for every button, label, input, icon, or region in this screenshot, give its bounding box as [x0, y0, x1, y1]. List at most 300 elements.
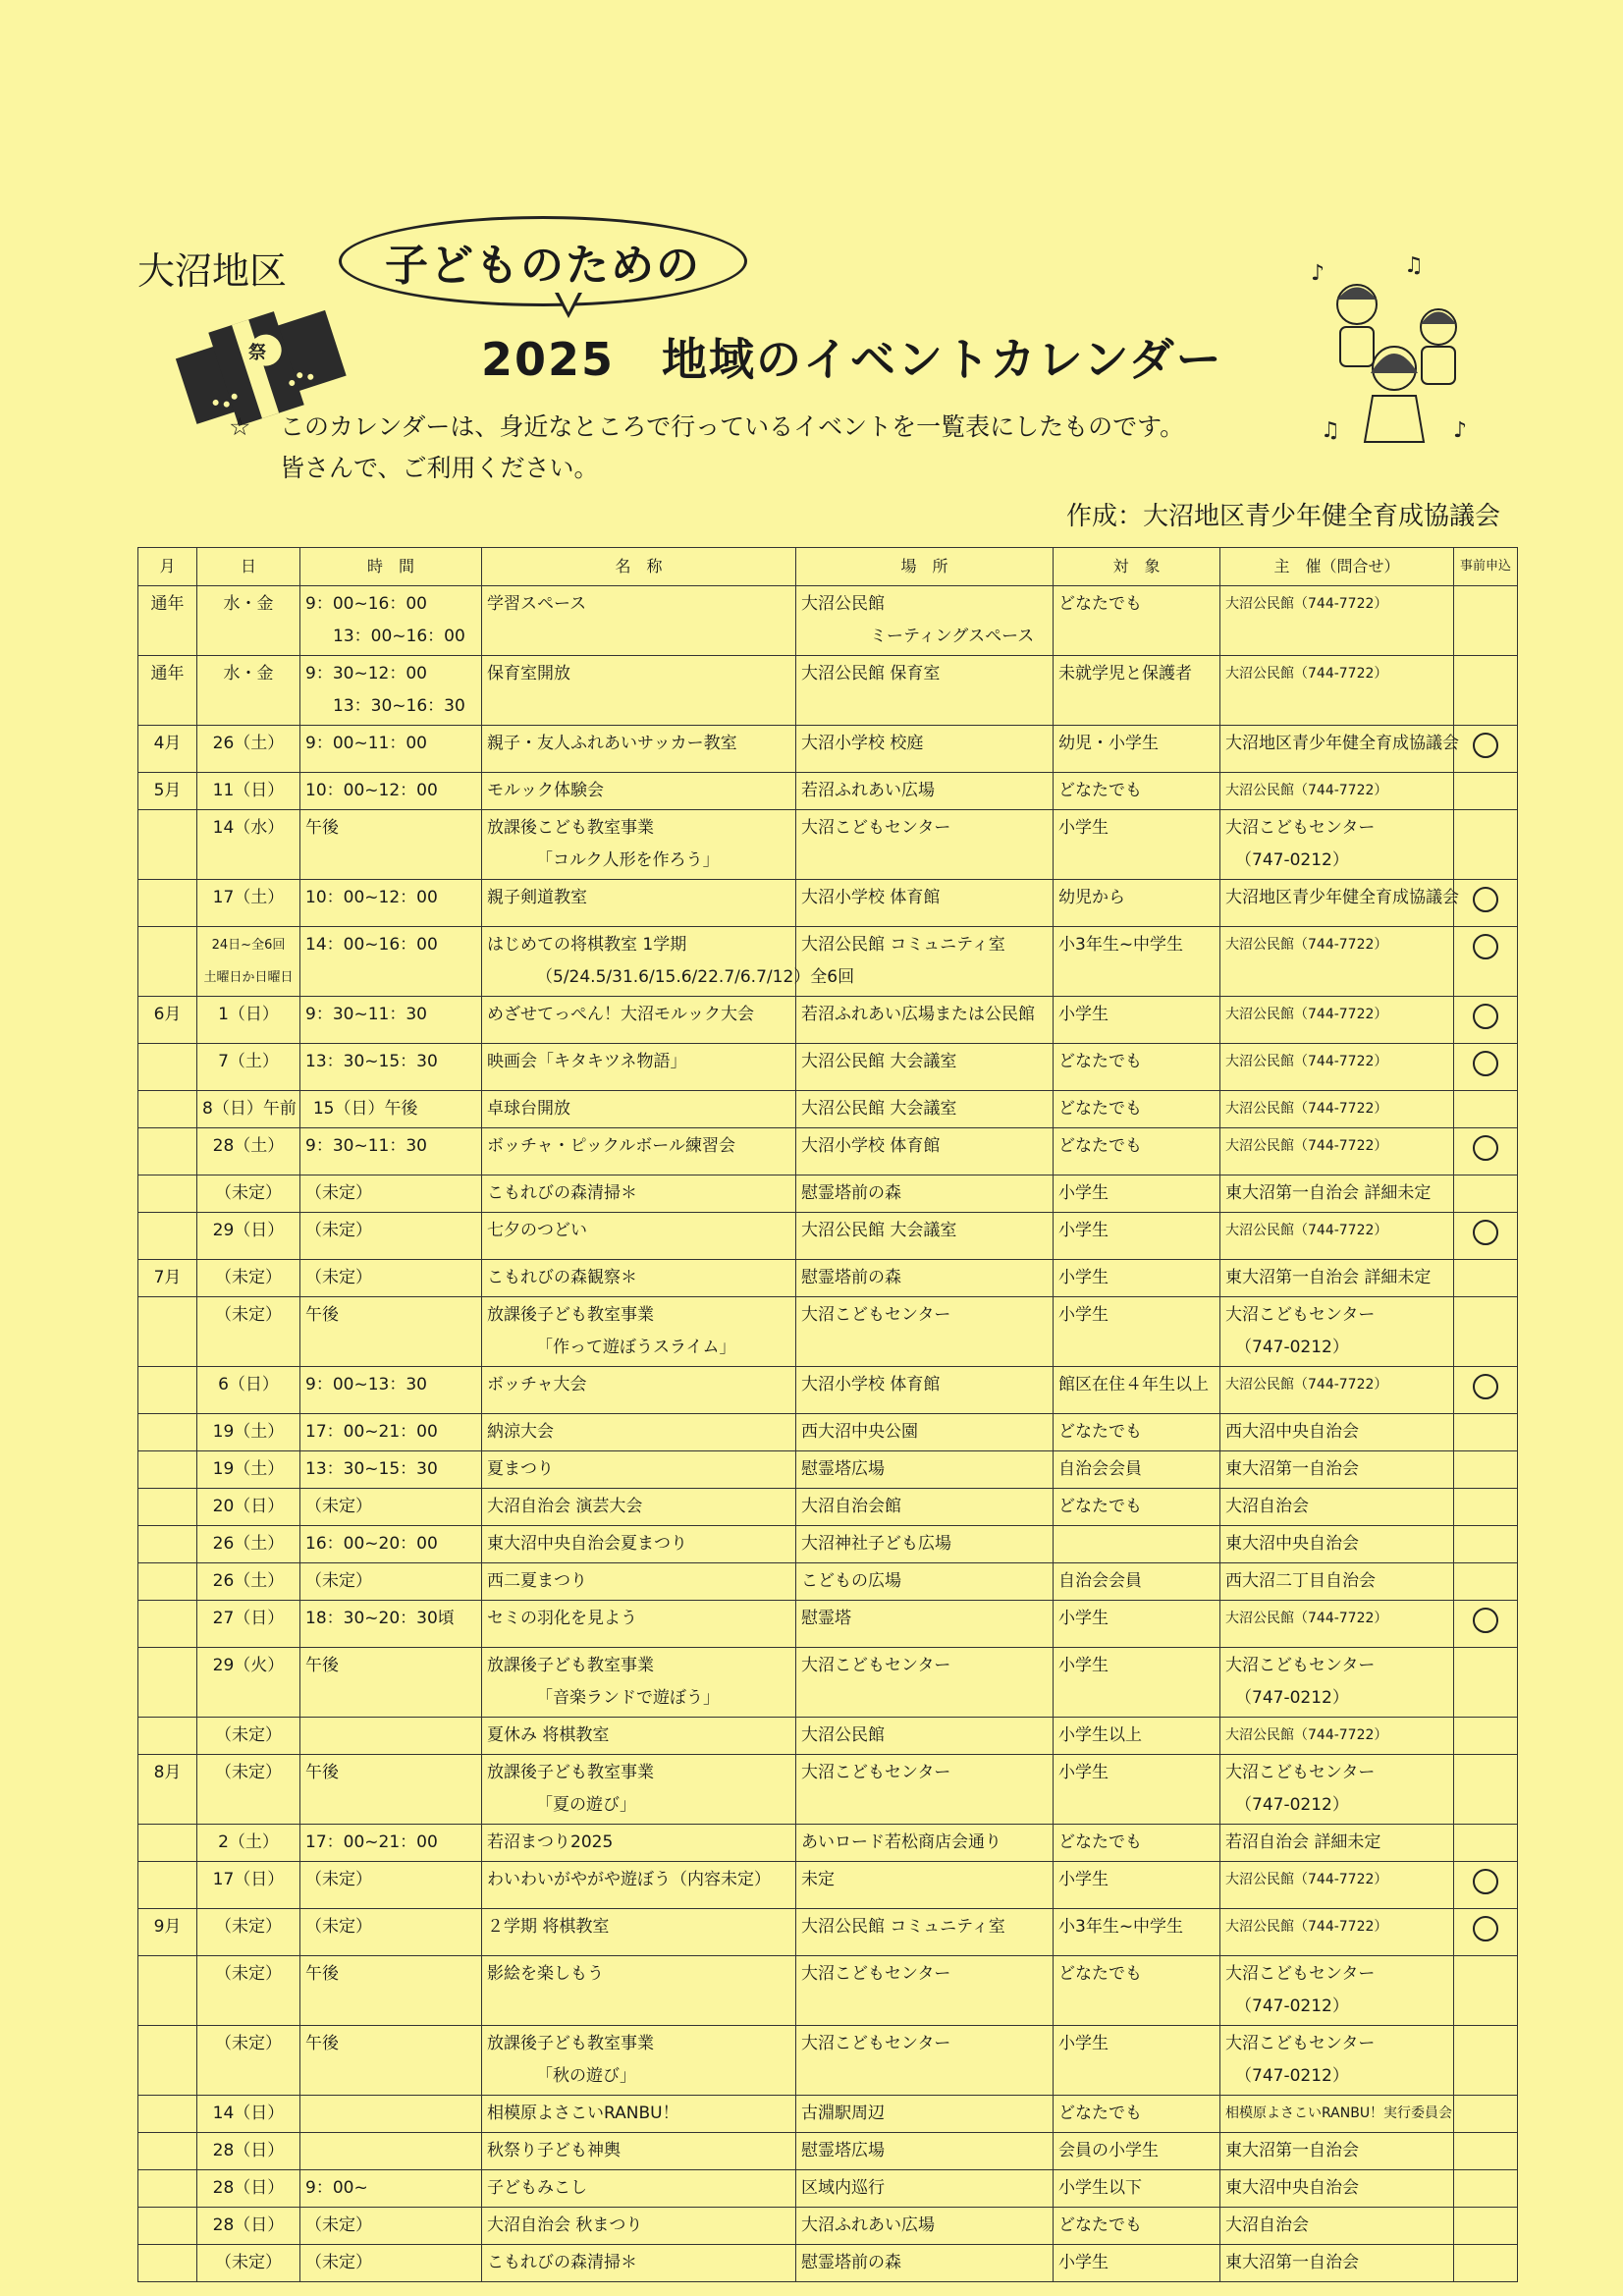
- cell-apply: [1454, 1414, 1518, 1451]
- cell-month: [138, 2133, 197, 2170]
- table-row: [138, 2096, 1518, 2133]
- cell-time: 午後: [300, 1648, 482, 1718]
- circle-mark-icon: [1473, 1916, 1498, 1941]
- cell-time: 10：00~12：00: [300, 880, 482, 927]
- table-row: [138, 1260, 1518, 1297]
- cell-month: [138, 1862, 197, 1909]
- cell-month: [138, 2026, 197, 2096]
- cell-apply: [1454, 1260, 1518, 1297]
- table-row: [138, 586, 1518, 656]
- cell-month: [138, 1044, 197, 1091]
- cell-month: 9月: [138, 1909, 197, 1956]
- cell-apply: [1454, 2026, 1518, 2096]
- cell-time: 18：30~20：30頃: [300, 1601, 482, 1648]
- table-row: [138, 1909, 1518, 1956]
- cell-apply: [1454, 2208, 1518, 2245]
- cell-day: 2（土）: [197, 1825, 300, 1862]
- cell-apply: [1454, 1956, 1518, 2026]
- cell-name: 秋祭り子ども神輿: [482, 2133, 796, 2170]
- cell-place: 大沼公民館 大会議室: [796, 1044, 1054, 1091]
- cell-month: [138, 1175, 197, 1213]
- header-place: 場 所: [796, 548, 1054, 586]
- cell-target: 小3年生~中学生: [1054, 927, 1220, 997]
- cell-name: はじめての将棋教室 1学期 （5/24.5/31.6/15.6/22.7/6.7/12）全6回: [482, 927, 796, 997]
- cell-host: 西大沼中央自治会: [1220, 1414, 1454, 1451]
- table-row: [138, 1451, 1518, 1489]
- cell-host: 大沼地区青少年健全育成協議会: [1220, 726, 1454, 773]
- cell-apply: [1454, 773, 1518, 810]
- header-host: 主 催（問合せ）: [1220, 548, 1454, 586]
- cell-name: 影絵を楽しもう: [482, 1956, 796, 2026]
- cell-time: 午後: [300, 1956, 482, 2026]
- cell-month: [138, 1213, 197, 1260]
- table-row: [138, 2245, 1518, 2282]
- cell-apply: [1454, 1648, 1518, 1718]
- star-icon: ☆: [229, 412, 251, 441]
- table-row: [138, 726, 1518, 773]
- cell-month: [138, 1601, 197, 1648]
- cell-time: 14：00~16：00: [300, 927, 482, 997]
- table-row: [138, 1297, 1518, 1367]
- cell-target: どなたでも: [1054, 1414, 1220, 1451]
- cell-month: 8月: [138, 1755, 197, 1825]
- cell-apply: [1454, 880, 1518, 927]
- cell-target: [1054, 1526, 1220, 1563]
- cell-apply: [1454, 1175, 1518, 1213]
- cell-target: 小学生: [1054, 2026, 1220, 2096]
- cell-target: どなたでも: [1054, 1489, 1220, 1526]
- cell-target: どなたでも: [1054, 586, 1220, 656]
- cell-place: 大沼公民館: [796, 1718, 1054, 1755]
- cell-apply: [1454, 927, 1518, 997]
- svg-text:♫: ♫: [1321, 418, 1340, 443]
- cell-time: 午後: [300, 2026, 482, 2096]
- cell-target: 未就学児と保護者: [1054, 656, 1220, 726]
- cell-apply: [1454, 1489, 1518, 1526]
- table-row: [138, 810, 1518, 880]
- cell-name: 若沼まつり2025: [482, 1825, 796, 1862]
- cell-apply: [1454, 810, 1518, 880]
- cell-host: 大沼公民館（744-7722）: [1220, 1128, 1454, 1175]
- cell-month: 5月: [138, 773, 197, 810]
- cell-host: 東大沼第一自治会: [1220, 2133, 1454, 2170]
- cell-day: 1（日）: [197, 997, 300, 1044]
- cell-day: （未定）: [197, 1755, 300, 1825]
- cell-day: 28（日）: [197, 2170, 300, 2208]
- cell-place: 慰霊塔前の森: [796, 1175, 1054, 1213]
- cell-apply: [1454, 1297, 1518, 1367]
- cell-host: 大沼公民館（744-7722）: [1220, 1213, 1454, 1260]
- cell-time: （未定）: [300, 1175, 482, 1213]
- page-title: 2025 地域のイベントカレンダー: [481, 333, 1223, 386]
- table-row: [138, 2026, 1518, 2096]
- cell-time: 13：30~15：30: [300, 1044, 482, 1091]
- cell-day: （未定）: [197, 1175, 300, 1213]
- cell-name: こもれびの森清掃＊: [482, 2245, 796, 2282]
- cell-time: （未定）: [300, 1213, 482, 1260]
- cell-target: 小学生: [1054, 1297, 1220, 1367]
- cell-month: [138, 880, 197, 927]
- header-apply: 事前申込: [1454, 548, 1518, 586]
- singing-kids-illustration: [1306, 250, 1478, 452]
- cell-apply: [1454, 1862, 1518, 1909]
- cell-day: 29（火）: [197, 1648, 300, 1718]
- cell-name: 学習スペース: [482, 586, 796, 656]
- cell-host: 大沼公民館（744-7722）: [1220, 773, 1454, 810]
- cell-host: 東大沼第一自治会 詳細未定: [1220, 1175, 1454, 1213]
- cell-place: 大沼小学校 体育館: [796, 880, 1054, 927]
- cell-host: 大沼公民館（744-7722）: [1220, 1909, 1454, 1956]
- cell-day: 28（日）: [197, 2133, 300, 2170]
- cell-day: 11（日）: [197, 773, 300, 810]
- cell-place: 大沼公民館 コミュニティ室: [796, 927, 1054, 997]
- cell-month: 7月: [138, 1260, 197, 1297]
- cell-day: 19（土）: [197, 1414, 300, 1451]
- cell-name: ２学期 将棋教室: [482, 1909, 796, 1956]
- cell-apply: [1454, 1128, 1518, 1175]
- table-row: [138, 1414, 1518, 1451]
- cell-day: 29（日）: [197, 1213, 300, 1260]
- cell-day: （未定）: [197, 1718, 300, 1755]
- cell-time: [300, 1718, 482, 1755]
- cell-day: （未定）: [197, 1260, 300, 1297]
- cell-apply: [1454, 2133, 1518, 2170]
- cell-month: 4月: [138, 726, 197, 773]
- cell-month: [138, 1128, 197, 1175]
- cell-host: 若沼自治会 詳細未定: [1220, 1825, 1454, 1862]
- cell-month: [138, 1297, 197, 1367]
- cell-target: どなたでも: [1054, 1044, 1220, 1091]
- cell-apply: [1454, 656, 1518, 726]
- cell-target: 小学生: [1054, 1175, 1220, 1213]
- table-row: [138, 880, 1518, 927]
- cell-target: 小3年生~中学生: [1054, 1909, 1220, 1956]
- cell-place: こどもの広場: [796, 1563, 1054, 1601]
- cell-name: 保育室開放: [482, 656, 796, 726]
- cell-time: （未定）: [300, 2208, 482, 2245]
- cell-target: どなたでも: [1054, 2096, 1220, 2133]
- table-row: [138, 2170, 1518, 2208]
- cell-place: 大沼神社子ども広場: [796, 1526, 1054, 1563]
- circle-mark-icon: [1473, 1004, 1498, 1029]
- cell-apply: [1454, 1563, 1518, 1601]
- bubble-text: 子どものための: [385, 241, 701, 291]
- cell-host: 大沼こどもセンター （747-0212）: [1220, 1956, 1454, 2026]
- cell-day: 6（日）: [197, 1367, 300, 1414]
- table-row: [138, 1956, 1518, 2026]
- cell-time: 10：00~12：00: [300, 773, 482, 810]
- cell-host: 大沼こどもセンター （747-0212）: [1220, 2026, 1454, 2096]
- cell-name: 東大沼中央自治会夏まつり: [482, 1526, 796, 1563]
- cell-time: [300, 2096, 482, 2133]
- cell-day: 19（土）: [197, 1451, 300, 1489]
- cell-target: 小学生以下: [1054, 2170, 1220, 2208]
- cell-name: 大沼自治会 秋まつり: [482, 2208, 796, 2245]
- cell-host: 相模原よさこいRANBU！実行委員会: [1220, 2096, 1454, 2133]
- svg-text:♪: ♪: [1453, 418, 1468, 443]
- cell-name: モルック体験会: [482, 773, 796, 810]
- cell-apply: [1454, 1718, 1518, 1755]
- cell-target: どなたでも: [1054, 2208, 1220, 2245]
- cell-apply: [1454, 1367, 1518, 1414]
- intro-line-1: このカレンダーは、身近なところで行っているイベントを一覧表にしたものです。: [280, 412, 1185, 441]
- cell-name: こもれびの森清掃＊: [482, 1175, 796, 1213]
- cell-name: 放課後こども教室事業 「コルク人形を作ろう」: [482, 810, 796, 880]
- cell-time: 16：00~20：00: [300, 1526, 482, 1563]
- cell-day: 28（土）: [197, 1128, 300, 1175]
- table-row: [138, 656, 1518, 726]
- cell-place: 未定: [796, 1862, 1054, 1909]
- cell-time: 9：00~: [300, 2170, 482, 2208]
- cell-month: [138, 1648, 197, 1718]
- circle-mark-icon: [1473, 1051, 1498, 1076]
- cell-place: 大沼小学校 校庭: [796, 726, 1054, 773]
- table-row: [138, 2133, 1518, 2170]
- cell-target: どなたでも: [1054, 1825, 1220, 1862]
- circle-mark-icon: [1473, 934, 1498, 959]
- cell-target: 自治会会員: [1054, 1451, 1220, 1489]
- cell-name: 夏まつり: [482, 1451, 796, 1489]
- cell-target: どなたでも: [1054, 773, 1220, 810]
- cell-host: 西大沼二丁目自治会: [1220, 1563, 1454, 1601]
- cell-target: 小学生: [1054, 1648, 1220, 1718]
- cell-day: （未定）: [197, 1956, 300, 2026]
- table-body: [138, 586, 1518, 2282]
- cell-month: 6月: [138, 997, 197, 1044]
- cell-month: [138, 927, 197, 997]
- table-row: [138, 1718, 1518, 1755]
- intro-line-2: 皆さんで、ご利用ください。: [280, 454, 599, 482]
- cell-apply: [1454, 1091, 1518, 1128]
- cell-place: 大沼こどもセンター: [796, 1297, 1054, 1367]
- cell-day: 水・金: [197, 656, 300, 726]
- cell-name: 放課後子ども教室事業 「秋の遊び」: [482, 2026, 796, 2096]
- cell-place: 大沼公民館 大会議室: [796, 1213, 1054, 1260]
- cell-time: （未定）: [300, 2245, 482, 2282]
- cell-apply: [1454, 586, 1518, 656]
- cell-host: 東大沼第一自治会: [1220, 2245, 1454, 2282]
- cell-target: どなたでも: [1054, 1956, 1220, 2026]
- cell-month: [138, 1451, 197, 1489]
- table-row: [138, 1563, 1518, 1601]
- circle-mark-icon: [1473, 1869, 1498, 1894]
- cell-month: [138, 1091, 197, 1128]
- cell-day: 27（日）: [197, 1601, 300, 1648]
- author-credit: 作成：大沼地区青少年健全育成協議会: [1065, 502, 1500, 531]
- cell-host: 大沼こどもセンター （747-0212）: [1220, 810, 1454, 880]
- table-row: [138, 1175, 1518, 1213]
- cell-place: 大沼こどもセンター: [796, 2026, 1054, 2096]
- table-row: [138, 1091, 1518, 1128]
- cell-place: 大沼ふれあい広場: [796, 2208, 1054, 2245]
- cell-time: 17：00~21：00: [300, 1825, 482, 1862]
- header-target: 対 象: [1054, 548, 1220, 586]
- cell-apply: [1454, 726, 1518, 773]
- circle-mark-icon: [1473, 887, 1498, 912]
- cell-time: （未定）: [300, 1909, 482, 1956]
- cell-apply: [1454, 2096, 1518, 2133]
- cell-place: 慰霊塔広場: [796, 1451, 1054, 1489]
- cell-apply: [1454, 1213, 1518, 1260]
- cell-target: 小学生: [1054, 1601, 1220, 1648]
- cell-apply: [1454, 1601, 1518, 1648]
- svg-text:♪: ♪: [1311, 261, 1325, 286]
- cell-target: 幼児から: [1054, 880, 1220, 927]
- cell-place: 大沼公民館 ミーティングスペース: [796, 586, 1054, 656]
- cell-apply: [1454, 1044, 1518, 1091]
- circle-mark-icon: [1473, 1608, 1498, 1633]
- cell-month: [138, 2170, 197, 2208]
- cell-name: 映画会「キタキツネ物語」: [482, 1044, 796, 1091]
- table-row: [138, 997, 1518, 1044]
- district-label: 大沼地区: [137, 249, 288, 293]
- cell-name: 親子・友人ふれあいサッカー教室: [482, 726, 796, 773]
- cell-place: 慰霊塔: [796, 1601, 1054, 1648]
- cell-target: 小学生: [1054, 1213, 1220, 1260]
- cell-host: 大沼公民館（744-7722）: [1220, 997, 1454, 1044]
- cell-host: 東大沼中央自治会: [1220, 2170, 1454, 2208]
- table-row: [138, 1755, 1518, 1825]
- circle-mark-icon: [1473, 1220, 1498, 1245]
- cell-name: 放課後子ども教室事業 「作って遊ぼうスライム」: [482, 1297, 796, 1367]
- cell-time: （未定）: [300, 1260, 482, 1297]
- cell-day: 14（水）: [197, 810, 300, 880]
- cell-month: [138, 1489, 197, 1526]
- cell-month: [138, 1367, 197, 1414]
- cell-day: （未定）: [197, 2026, 300, 2096]
- cell-host: 大沼自治会: [1220, 1489, 1454, 1526]
- table-row: [138, 1367, 1518, 1414]
- cell-time: （未定）: [300, 1563, 482, 1601]
- cell-day: （未定）: [197, 2245, 300, 2282]
- cell-target: 小学生以上: [1054, 1718, 1220, 1755]
- cell-apply: [1454, 2245, 1518, 2282]
- cell-host: 大沼公民館（744-7722）: [1220, 1601, 1454, 1648]
- cell-place: 慰霊塔広場: [796, 2133, 1054, 2170]
- cell-apply: [1454, 1451, 1518, 1489]
- cell-place: 大沼小学校 体育館: [796, 1128, 1054, 1175]
- cell-month: [138, 1956, 197, 2026]
- cell-host: 大沼こどもセンター （747-0212）: [1220, 1648, 1454, 1718]
- cell-name: わいわいがやがや遊ぼう（内容未定）: [482, 1862, 796, 1909]
- cell-place: あいロード若松商店会通り: [796, 1825, 1054, 1862]
- cell-month: [138, 1825, 197, 1862]
- cell-name: 大沼自治会 演芸大会: [482, 1489, 796, 1526]
- cell-name: 納涼大会: [482, 1414, 796, 1451]
- cell-host: 大沼地区青少年健全育成協議会: [1220, 880, 1454, 927]
- cell-host: 大沼自治会: [1220, 2208, 1454, 2245]
- cell-month: [138, 1563, 197, 1601]
- cell-place: 古淵駅周辺: [796, 2096, 1054, 2133]
- cell-host: 大沼公民館（744-7722）: [1220, 1862, 1454, 1909]
- cell-name: こもれびの森観察＊: [482, 1260, 796, 1297]
- cell-month: 通年: [138, 656, 197, 726]
- cell-time: 9：30~12：00 13：30~16：30: [300, 656, 482, 726]
- cell-apply: [1454, 1909, 1518, 1956]
- circle-mark-icon: [1473, 733, 1498, 758]
- cell-target: 自治会会員: [1054, 1563, 1220, 1601]
- cell-day: 17（日）: [197, 1862, 300, 1909]
- cell-day: 26（土）: [197, 1563, 300, 1601]
- circle-mark-icon: [1473, 1374, 1498, 1399]
- cell-time: 17：00~21：00: [300, 1414, 482, 1451]
- cell-host: 大沼公民館（744-7722）: [1220, 1091, 1454, 1128]
- cell-host: 大沼公民館（744-7722）: [1220, 1044, 1454, 1091]
- circle-mark-icon: [1473, 1135, 1498, 1161]
- cell-target: 小学生: [1054, 1260, 1220, 1297]
- table-row: [138, 773, 1518, 810]
- cell-host: 大沼公民館（744-7722）: [1220, 1367, 1454, 1414]
- cell-name: 放課後子ども教室事業 「音楽ランドで遊ぼう」: [482, 1648, 796, 1718]
- cell-place: 大沼公民館 コミュニティ室: [796, 1909, 1054, 1956]
- cell-day: 水・金: [197, 586, 300, 656]
- cell-place: 大沼自治会館: [796, 1489, 1054, 1526]
- header-month: 月: [138, 548, 197, 586]
- cell-place: 慰霊塔前の森: [796, 1260, 1054, 1297]
- cell-place: 若沼ふれあい広場: [796, 773, 1054, 810]
- cell-target: 小学生: [1054, 2245, 1220, 2282]
- svg-text:♫: ♫: [1404, 253, 1424, 278]
- cell-apply: [1454, 1755, 1518, 1825]
- cell-name: 夏休み 将棋教室: [482, 1718, 796, 1755]
- header-day: 日: [197, 548, 300, 586]
- cell-name: めざせてっぺん！大沼モルック大会: [482, 997, 796, 1044]
- cell-host: 大沼公民館（744-7722）: [1220, 927, 1454, 997]
- cell-day: 14（日）: [197, 2096, 300, 2133]
- cell-name: 七夕のつどい: [482, 1213, 796, 1260]
- cell-day: 17（土）: [197, 880, 300, 927]
- cell-place: 若沼ふれあい広場または公民館: [796, 997, 1054, 1044]
- cell-time: 13：30~15：30: [300, 1451, 482, 1489]
- cell-month: 通年: [138, 586, 197, 656]
- cell-day: 26（土）: [197, 1526, 300, 1563]
- cell-host: 大沼こどもセンター （747-0212）: [1220, 1755, 1454, 1825]
- cell-day: 7（土）: [197, 1044, 300, 1091]
- cell-name: 西二夏まつり: [482, 1563, 796, 1601]
- cell-name: ボッチャ・ピックルボール練習会: [482, 1128, 796, 1175]
- cell-month: [138, 1526, 197, 1563]
- cell-time: 午後: [300, 810, 482, 880]
- event-calendar-table: [137, 547, 1518, 2282]
- cell-host: 大沼公民館（744-7722）: [1220, 656, 1454, 726]
- cell-target: 会員の小学生: [1054, 2133, 1220, 2170]
- cell-place: 大沼こどもセンター: [796, 1648, 1054, 1718]
- cell-month: [138, 2245, 197, 2282]
- cell-day: 26（土）: [197, 726, 300, 773]
- table-row: [138, 927, 1518, 997]
- cell-month: [138, 1718, 197, 1755]
- cell-name: 親子剣道教室: [482, 880, 796, 927]
- cell-day: （未定）: [197, 1909, 300, 1956]
- happi-logo-text: 祭: [248, 343, 266, 363]
- cell-day: 28（日）: [197, 2208, 300, 2245]
- cell-month: [138, 2096, 197, 2133]
- cell-time: [300, 2133, 482, 2170]
- cell-name: 卓球台開放: [482, 1091, 796, 1128]
- cell-time: （未定）: [300, 1489, 482, 1526]
- cell-target: 小学生: [1054, 810, 1220, 880]
- cell-apply: [1454, 1825, 1518, 1862]
- cell-place: 大沼公民館 保育室: [796, 656, 1054, 726]
- cell-target: どなたでも: [1054, 1091, 1220, 1128]
- cell-time: 午後: [300, 1755, 482, 1825]
- cell-place: 大沼小学校 体育館: [796, 1367, 1054, 1414]
- cell-host: 東大沼第一自治会: [1220, 1451, 1454, 1489]
- table-row: [138, 2208, 1518, 2245]
- table-row: [138, 1862, 1518, 1909]
- cell-month: [138, 2208, 197, 2245]
- cell-month: [138, 810, 197, 880]
